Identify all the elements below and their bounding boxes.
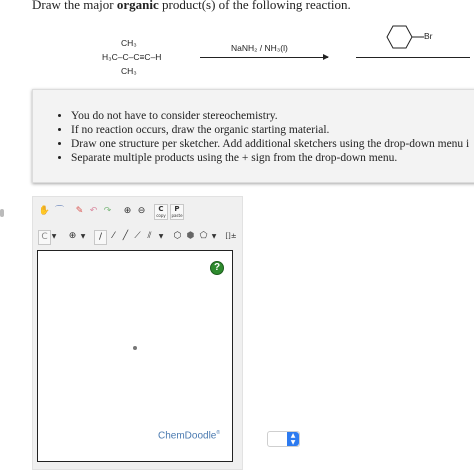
ring-icon[interactable]: ⬡ xyxy=(173,231,182,241)
reagent-label: NaNH₂ / NH₃(l) xyxy=(231,43,288,53)
chevron-down-icon[interactable]: ▼ xyxy=(51,233,57,240)
side-handle[interactable] xyxy=(0,209,4,217)
eraser-icon[interactable]: ✎ xyxy=(75,206,84,216)
canvas-atom-dot xyxy=(133,346,137,350)
chevron-down-icon[interactable]: ▼ xyxy=(211,233,217,240)
reaction-arrow-1 xyxy=(200,57,328,58)
hash-bond-icon[interactable]: ⟋ xyxy=(134,231,141,241)
instruction-item: • You do not have to consider stereochemistry. xyxy=(71,109,469,123)
cyclohexyl-bromide-structure xyxy=(380,24,430,52)
benzene-icon[interactable]: ⬢ xyxy=(186,231,195,241)
question-text: Draw the major organic product(s) of the following reaction. xyxy=(32,0,351,12)
chemdoodle-logo: ChemDoodle® xyxy=(158,430,221,442)
pentagon-icon[interactable]: ⬠ xyxy=(199,231,208,241)
instruction-item: • Draw one structure per sketcher. Add additional sketchers using the drop-down menu i xyxy=(71,137,469,151)
instruction-item: • Separate multiple products using the + sign from the drop-down menu. xyxy=(71,151,469,165)
bold-bond-icon[interactable]: ╱ xyxy=(122,231,129,241)
reactant-top-methyl: CH₃ xyxy=(121,38,137,48)
select-caret-icon: ▲ ▼ xyxy=(287,432,299,446)
reactant-main-chain: H₃C–C–C≡C–H xyxy=(102,52,162,62)
wedge-bond-icon[interactable]: ⁄ xyxy=(112,231,115,241)
zoom-in-icon[interactable]: ⊕ xyxy=(123,206,132,216)
sketcher-dropdown[interactable] xyxy=(267,431,300,447)
instruction-item: • If no reaction occurs, draw the organic starting material. xyxy=(71,123,469,137)
lasso-icon[interactable]: ⌒ xyxy=(54,206,64,216)
redo-icon[interactable]: ↷ xyxy=(103,206,112,216)
single-bond-icon[interactable]: / xyxy=(94,230,107,245)
chevron-down-icon[interactable]: ▼ xyxy=(80,233,86,240)
arrow-head-1 xyxy=(323,54,329,60)
chevron-down-icon[interactable]: ▼ xyxy=(158,233,164,240)
instructions-box xyxy=(32,89,474,183)
reaction-arrow-2 xyxy=(356,57,470,58)
help-icon[interactable]: ? xyxy=(210,261,224,275)
zoom-out-icon[interactable]: ⊖ xyxy=(137,206,146,216)
hand-icon[interactable]: ✋ xyxy=(38,206,51,216)
reactant-bottom-methyl: CH₃ xyxy=(121,66,137,76)
copy-button[interactable]: C copy xyxy=(154,204,168,220)
undo-icon[interactable]: ↶ xyxy=(89,206,98,216)
charge-icon[interactable]: ⊕ xyxy=(68,231,77,241)
double-bond-icon[interactable]: ⫽ xyxy=(147,231,152,241)
paste-button[interactable]: P paste xyxy=(171,205,183,218)
instructions-list xyxy=(33,109,469,165)
bracket-icon[interactable]: []± xyxy=(225,232,237,240)
bromine-label: Br xyxy=(424,31,433,41)
element-selector[interactable]: C xyxy=(38,230,51,245)
